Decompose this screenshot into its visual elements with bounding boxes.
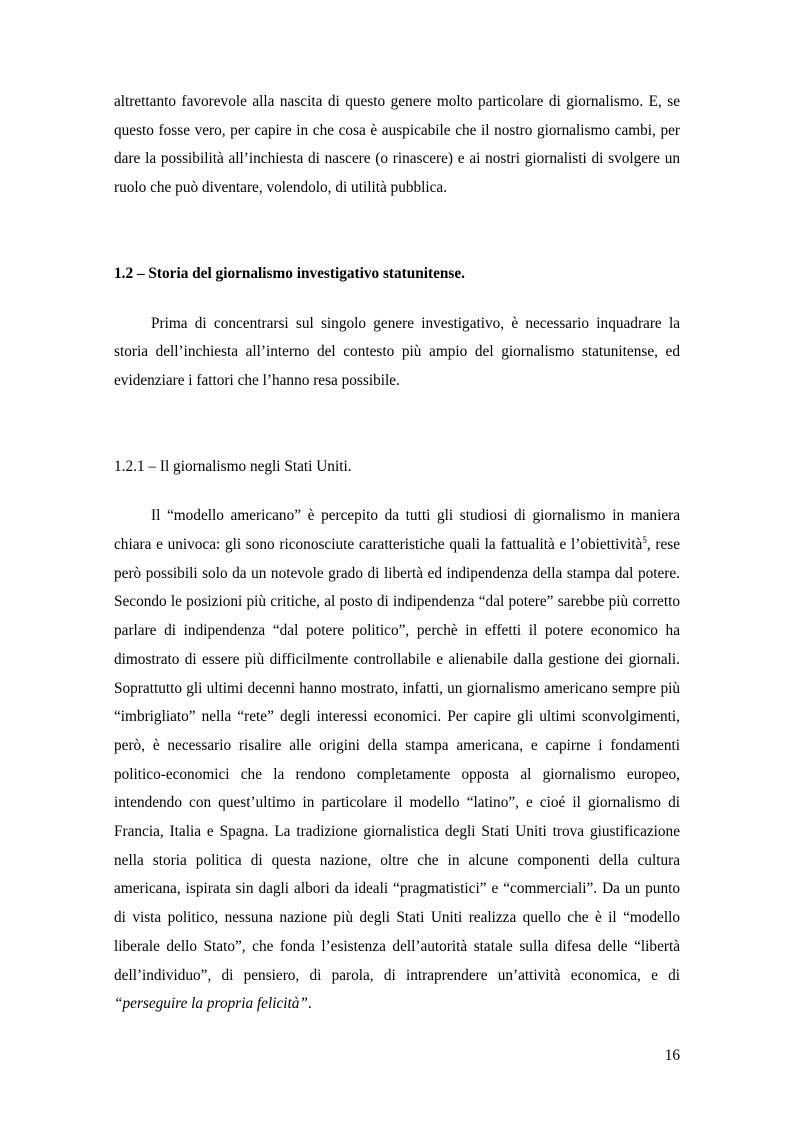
intro-continuation-paragraph: altrettanto favorevole alla nascita di questo genere molto particolare di giornalismo. E, se questo fosse vero, per capire in che cosa è auspicabile che il nostro giornalismo cambi, per dare la possibilità all’inchiesta di nascere (o rinascere) e ai nostri giornalisti di svolgere un ruolo che può diventare, volendolo, di utilità pubblica. xyxy=(114,93,680,197)
section-1-2-1-paragraph xyxy=(114,502,680,1019)
section-heading-1-2: 1.2 – Storia del giornalismo investigativo statunitense. xyxy=(114,264,465,282)
document-page xyxy=(114,88,680,1019)
page-number: 16 xyxy=(664,1047,680,1064)
paragraph-text-part-1: Il “modello americano” è percepito da tutti gli studiosi di giornalismo in maniera chiara e univoca: gli sono riconosciute caratteristiche quali la fattualità e l’obiettività xyxy=(114,507,680,554)
italic-quote: “perseguire la propria felicità” xyxy=(114,995,308,1013)
footnote-reference[interactable]: 5 xyxy=(642,534,647,545)
paragraph-text-end: . xyxy=(307,995,312,1013)
section-1-2-paragraph: Prima di concentrarsi sul singolo genere investigativo, è necessario inquadrare la storia dell’inchiesta all’interno del contesto più ampio del giornalismo statunitense, ed evidenziare i fattori che l’hanno resa possibile. xyxy=(114,314,680,389)
section-heading-1-2-1: 1.2.1 – Il giornalismo negli Stati Uniti. xyxy=(114,457,352,475)
paragraph-text-part-2: , rese però possibili solo da un notevole grado di libertà ed indipendenza della stampa dal potere. Secondo le posizioni più critiche, al posto di indipendenza “dal potere” sarebbe più corretto parlare di indipendenza “dal potere politico”, perchè in effetti il potere economico ha dimostrato di essere più difficilmente controllabile e alienabile dalla gestione dei giornali. Soprattutto gli ultimi decenni hanno mostrato, infatti, un giornalismo americano sempre più “imbrigliato” nella “rete” degli interessi economici. Per capire gli ultimi sconvolgimenti, però, è necessario risalire alle origini della stampa americana, e capirne i fondamenti politico-economici che la rendono completamente opposta al giornalismo europeo, intendendo con quest’ultimo in particolare il modello “latino”, e cioé il giornalismo di Francia, Italia e Spagna. La tradizione giornalistica degli Stati Uniti trova giustificazione nella storia politica di questa nazione, oltre che in alcune componenti della cultura americana, ispirata sin dagli albori da ideali “pragmatistici” e “commerciali”. Da un punto di vista politico, nessuna nazione più degli Stati Uniti realizza quello che è il “modello liberale dello Stato”, che fonda l’esistenza dell’autorità statale sulla difesa delle “libertà dell’individuo”, di pensiero, di parola, di intraprendere un’attività economica, e di xyxy=(114,536,680,984)
